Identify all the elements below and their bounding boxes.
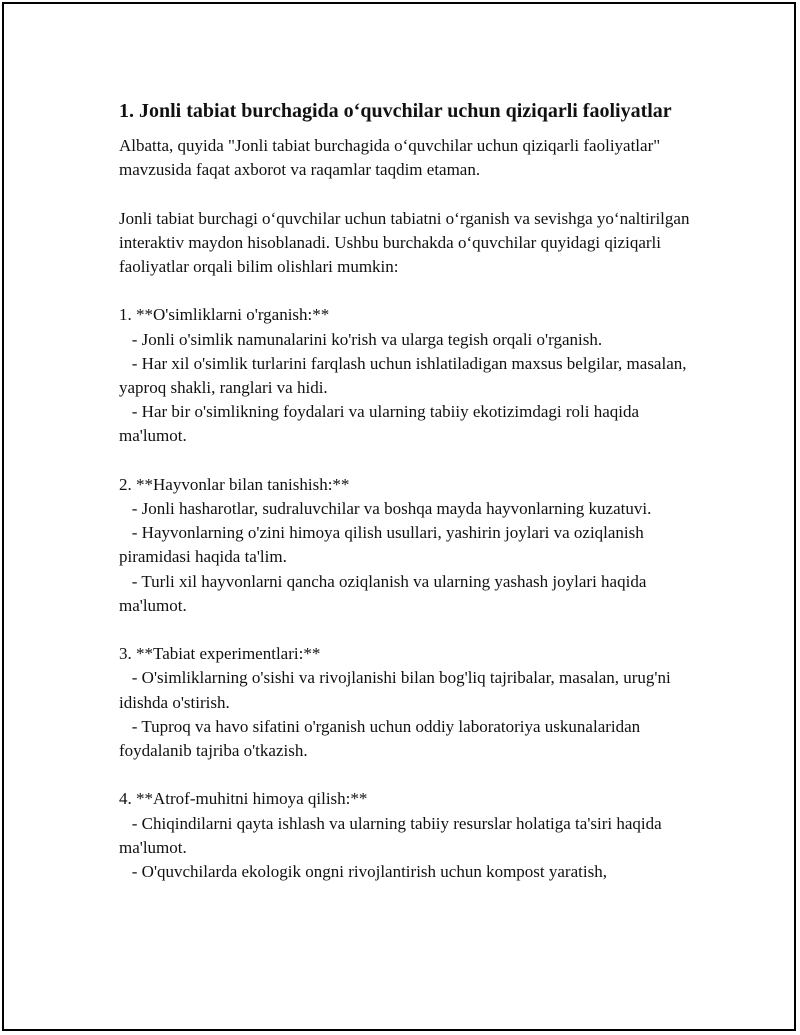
paragraph-spacer [119,618,699,642]
paragraph-spacer [119,279,699,303]
document-page [3,3,795,1030]
document-content [119,97,699,884]
paragraph-spacer [119,182,699,206]
paragraph-spacer [119,449,699,473]
list-section-plants: 1. **O'simliklarni o'rganish:** - Jonli o'simlik namunalarini ko'rish va ularga tegish orqali o'rganish. - Har xil o'simlik turlarini farqlash uchun ishlatiladigan maxsus belgilar, masalan, yaproq shakli, ranglari va hidi. - Har bir o'simlikning foydalari va ularning tabiiy ekotizimdagi roli haqida ma'lumot. [119,305,687,446]
intro-paragraph: Albatta, quyida "Jonli tabiat burchagida o‘quvchilar uchun qiziqarli faoliyatlar" mavzusida faqat axborot va raqamlar taqdim etaman. [119,136,665,180]
description-paragraph: Jonli tabiat burchagi o‘quvchilar uchun tabiatni o‘rganish va sevishga yo‘naltirilgan interaktiv maydon hisoblanadi. Ushbu burchakda o‘quvchilar quyidagi qiziqarli faoliyatlar orqali bilim olishlari mumkin: [119,208,694,276]
paragraph-spacer [119,763,699,787]
list-section-environment: 4. **Atrof-muhitni himoya qilish:** - Chiqindilarni qayta ishlash va ularning tabiiy resurslar holatiga ta'siri haqida ma'lumot. - O'quvchilarda ekologik ongni rivojlantirish uchun kompost yaratish, [119,789,662,882]
list-section-experiments: 3. **Tabiat experimentlari:** - O'simliklarning o'sishi va rivojlanishi bilan bog'liq tajribalar, masalan, urug'ni idishda o'stirish. - Tuproq va havo sifatini o'rganish uchun oddiy laboratoriya uskunalaridan foydalanib tajriba o'tkazish. [119,644,671,761]
list-section-animals: 2. **Hayvonlar bilan tanishish:** - Jonli hasharotlar, sudraluvchilar va boshqa mayda hayvonlarning kuzatuvi. - Hayvonlarning o'zini himoya qilish usullari, yashirin joylari va oziqlanish piramidasi haqida ta'lim. - Turli xil hayvonlarni qancha oziqlanish va ularning yashash joylari haqida ma'lumot. [119,474,652,615]
document-title: 1. Jonli tabiat burchagida o‘quvchilar uchun qiziqarli faoliyatlar [119,100,672,122]
